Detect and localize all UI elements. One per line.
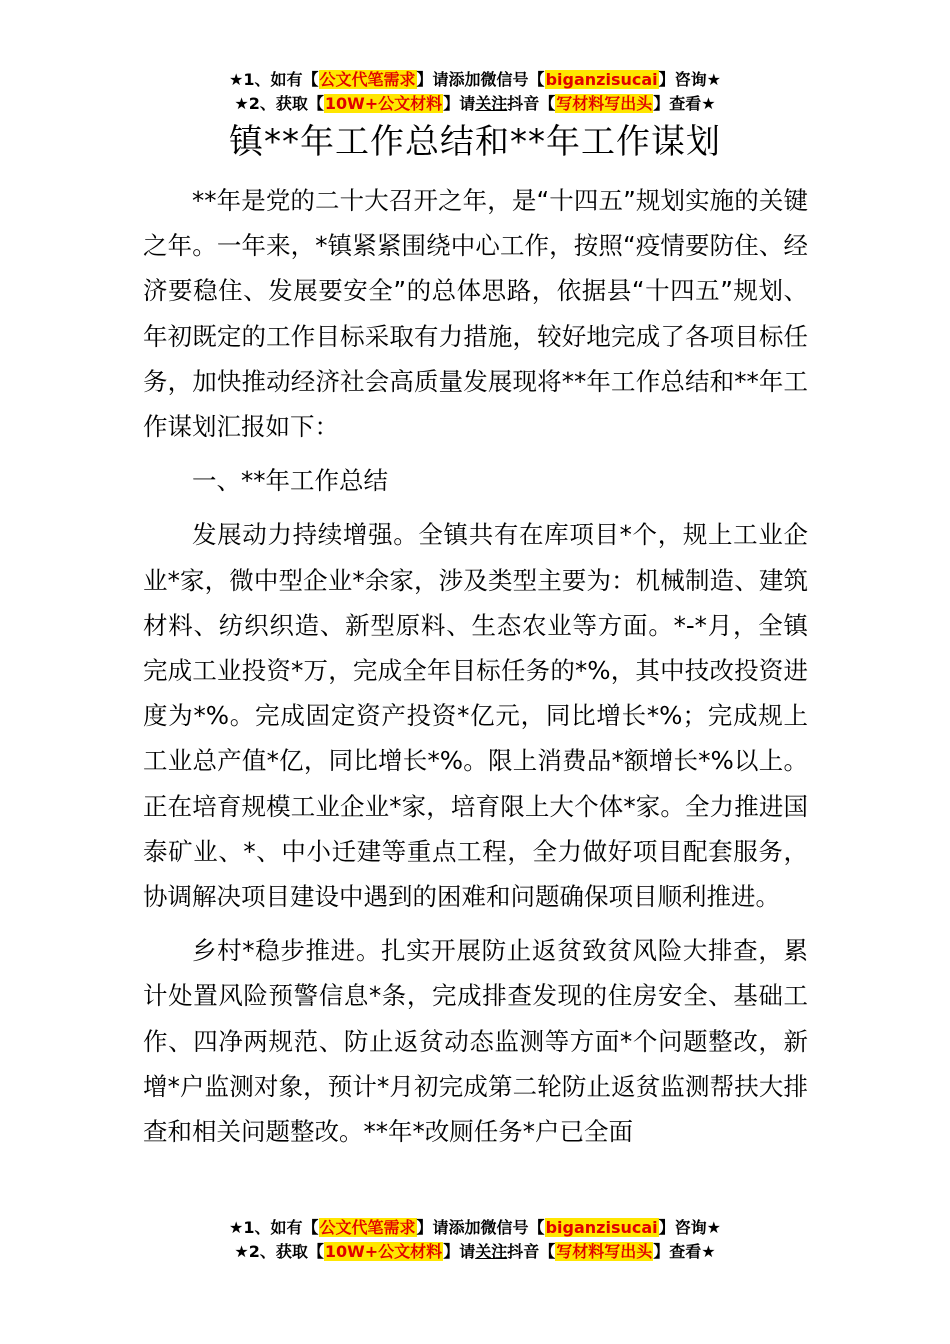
notice-text: 】咨询★ <box>658 1218 721 1237</box>
notice-emphasis: 添加 <box>448 70 481 89</box>
notice-text: ★2、获取【 <box>234 1242 324 1261</box>
notice-highlight: 写材料写出头 <box>556 1242 653 1261</box>
notice-text: ★2、获取【 <box>234 94 324 113</box>
notice-text: 】请 <box>443 1242 476 1261</box>
notice-text: ★1、如有【 <box>229 70 319 89</box>
section-heading: 一、**年工作总结 <box>192 466 388 496</box>
notice-emphasis: 添加 <box>448 1218 481 1237</box>
notice-text: 抖音【 <box>507 94 556 113</box>
footer-notice <box>0 1216 950 1264</box>
paragraph-development: 发展动力持续增强。全镇共有在库项目*个，规上工业企业*家，微中型企业*余家，涉及类型主要为：机械制造、建筑材料、纺织织造、新型原料、生态农业等方面。*-*月，全镇完成工业投资*万，完成全年目标任务的*%，其中技改投资进度为*%。完成固定资产投资*亿元，同比增长*%；完成规上工业总产值*亿，同比增长*%。限上消费品*额增长*%以上。正在培育规模工业企业*家，培育限上大个体*家。全力推进国泰矿业、*、中小迁建等重点工程，全力做好项目配套服务，协调解决项目建设中遇到的困难和问题确保项目顺利推进。 <box>143 520 808 912</box>
notice-emphasis: 关注 <box>475 1242 508 1261</box>
notice-highlight: 10W+公文材料 <box>324 1242 443 1261</box>
notice-highlight: 公文代笔需求 <box>319 70 416 89</box>
header-notice <box>0 68 950 116</box>
notice-highlight: 10W+公文材料 <box>324 94 443 113</box>
notice-emphasis: 关注 <box>475 94 508 113</box>
notice-highlight: 写材料写出头 <box>556 94 653 113</box>
notice-text: 】查看★ <box>653 1242 716 1261</box>
notice-text: 抖音【 <box>507 1242 556 1261</box>
notice-text: 】请 <box>443 94 476 113</box>
notice-line-1 <box>0 1216 950 1240</box>
notice-line-2 <box>0 1240 950 1264</box>
notice-line-2 <box>0 92 950 116</box>
notice-text: 】咨询★ <box>658 70 721 89</box>
notice-highlight: 公文代笔需求 <box>319 1218 416 1237</box>
notice-text: 微信号【 <box>480 70 545 89</box>
notice-text: 微信号【 <box>480 1218 545 1237</box>
document-body <box>143 178 808 1163</box>
notice-highlight: biganzisucai <box>545 1218 658 1237</box>
intro-paragraph: **年是党的二十大召开之年，是“十四五”规划实施的关键之年。一年来，*镇紧紧围绕中心工作，按照“疫情要防住、经济要稳住、发展要安全”的总体思路，依据县“十四五”规划、年初既定的工作目标采取有力措施，较好地完成了各项目标任务，加快推动经济社会高质量发展现将**年工作总结和**年工作谋划汇报如下： <box>143 186 808 442</box>
notice-text: 】查看★ <box>653 94 716 113</box>
document-title: 镇**年工作总结和**年工作谋划 <box>229 122 721 162</box>
notice-highlight: biganzisucai <box>545 70 658 89</box>
paragraph-rural: 乡村*稳步推进。扎实开展防止返贫致贫风险大排查，累计处置风险预警信息*条，完成排查发现的住房安全、基础工作、四净两规范、防止返贫动态监测等方面*个问题整改，新增*户监测对象，预计*月初完成第二轮防止返贫监测帮扶大排查和相关问题整改。**年*改厕任务*户已全面 <box>143 936 808 1147</box>
notice-text: 】请 <box>416 70 449 89</box>
notice-text: 】请 <box>416 1218 449 1237</box>
notice-text: ★1、如有【 <box>229 1218 319 1237</box>
notice-line-1 <box>0 68 950 92</box>
